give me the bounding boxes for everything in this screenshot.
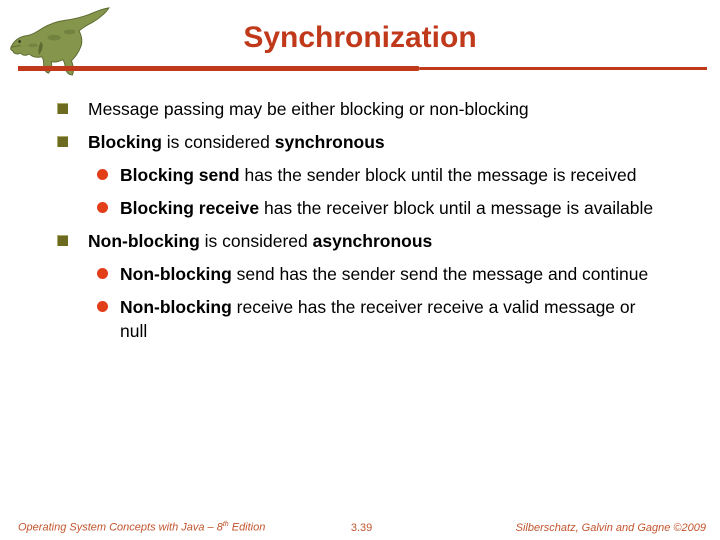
sub-bullet-item (97, 262, 720, 286)
bullet-text (88, 229, 432, 253)
footer-edition-superscript: th (222, 521, 229, 529)
footer-edition-text: Edition (228, 522, 266, 534)
bullet-segment: is considered (161, 132, 275, 152)
bullet-text (120, 196, 653, 220)
circle-bullet-icon (97, 169, 108, 180)
bullet-text (120, 163, 637, 187)
bullet-segment: Blocking send (120, 165, 240, 185)
bullet-text (88, 97, 529, 121)
circle-bullet-icon (97, 268, 108, 279)
bullet-segment: asynchronous (312, 231, 433, 251)
bullet-item (57, 97, 720, 121)
footer-authors: Silberschatz, Galvin and Gagne ©2009 (515, 522, 706, 534)
bullet-segment: Blocking (88, 132, 162, 152)
bullet-segment: send has the sender send the message and continue (231, 264, 649, 284)
slide-page-number: 3.39 (350, 522, 373, 534)
sub-bullet-item (97, 295, 720, 343)
bullet-text (120, 262, 648, 286)
circle-bullet-icon (97, 301, 108, 312)
footer-book-title-text: Operating System Concepts with Java – 8 (18, 522, 223, 534)
footer-book-title (18, 521, 265, 534)
circle-bullet-icon (97, 202, 108, 213)
sub-bullet-item (97, 196, 720, 220)
header-rule-thin (420, 67, 707, 70)
bullet-text (120, 295, 655, 343)
square-bullet-icon (57, 235, 68, 246)
slide-body (0, 97, 720, 352)
page-title: Synchronization (243, 21, 477, 54)
sub-bullet-item (97, 163, 720, 187)
bullet-segment: Non-blocking (120, 297, 232, 317)
square-bullet-icon (57, 136, 68, 147)
bullet-segment: Message passing may be either blocking or non-blocking (88, 99, 529, 119)
square-bullet-icon (57, 103, 68, 114)
bullet-segment: Blocking receive (120, 198, 260, 218)
bullet-item (57, 229, 720, 253)
bullet-segment: has the receiver block until a message is available (259, 198, 654, 218)
header-rule-thick (18, 66, 420, 71)
bullet-item (57, 130, 720, 154)
bullet-segment: is considered (199, 231, 313, 251)
bullet-segment: receive has the receiver receive a valid message or null (120, 297, 636, 341)
slide-footer (18, 520, 706, 534)
bullet-segment: has the sender block until the message is received (239, 165, 637, 185)
bullet-segment: synchronous (274, 132, 385, 152)
bullet-text (88, 130, 385, 154)
bullet-segment: Non-blocking (120, 264, 232, 284)
bullet-segment: Non-blocking (88, 231, 200, 251)
bullet-list (0, 97, 720, 343)
